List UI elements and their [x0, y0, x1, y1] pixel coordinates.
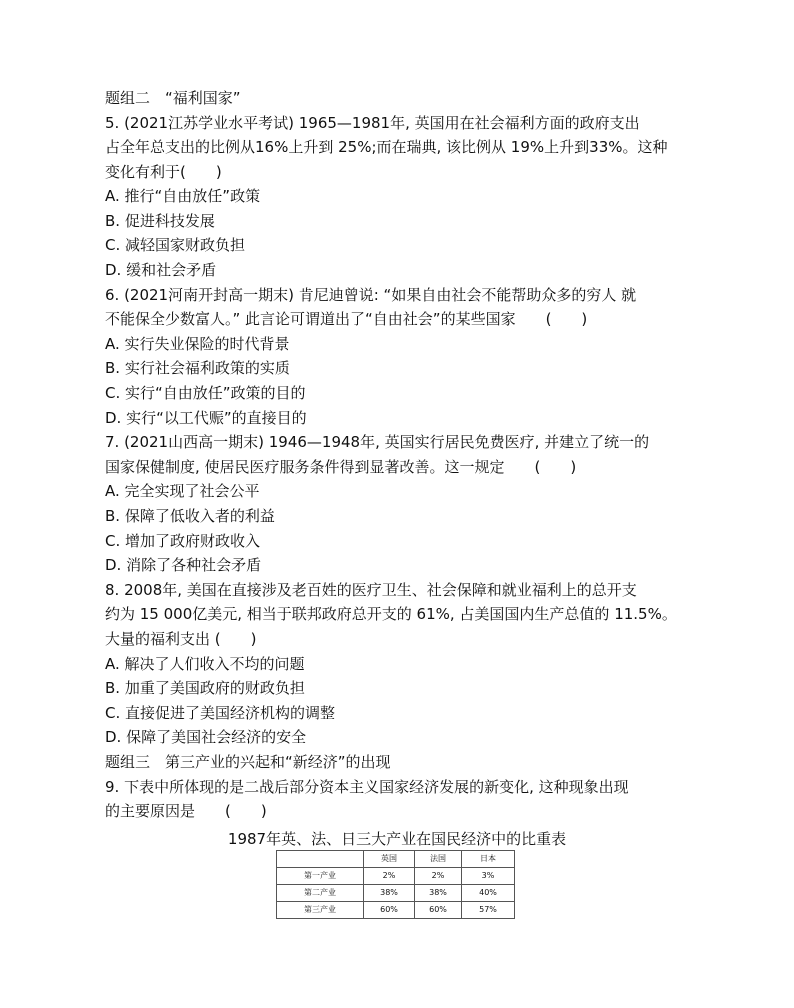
question-8-line-2: 约为 15 000亿美元, 相当于联邦政府总开支的 61%, 占美国国内生产总值的 11.5%。: [105, 605, 677, 623]
question-7-option-d: D. 消除了各种社会矛盾: [105, 556, 262, 574]
table-cell: 3%: [462, 868, 515, 885]
table-cell: 38%: [415, 885, 462, 902]
table-header-cell: 英国: [364, 851, 415, 868]
question-5-option-b: B. 促进科技发展: [105, 212, 215, 230]
question-5-line-2: 占全年总支出的比例从16%上升到 25%;而在瑞典, 该比例从 19%上升到33%。这种: [105, 138, 668, 156]
question-9-line-2: 的主要原因是 ( ): [105, 802, 267, 820]
table-header-cell: [277, 851, 364, 868]
industry-share-table: [276, 850, 515, 919]
table-header-cell: 法国: [415, 851, 462, 868]
question-6-option-b: B. 实行社会福利政策的实质: [105, 359, 290, 377]
table-cell: 60%: [364, 902, 415, 919]
question-6-option-d: D. 实行“以工代赈”的直接目的: [105, 409, 307, 427]
question-6-option-c: C. 实行“自由放任”政策的目的: [105, 384, 306, 402]
section-heading-group3: 题组三 第三产业的兴起和“新经济”的出现: [105, 753, 391, 771]
table-cell: 第三产业: [277, 902, 364, 919]
question-8-line-3: 大量的福利支出 ( ): [105, 630, 257, 648]
table-title: 1987年英、法、日三大产业在国民经济中的比重表: [227, 830, 567, 848]
table-cell: 60%: [415, 902, 462, 919]
table-cell: 57%: [462, 902, 515, 919]
table-cell: 第一产业: [277, 868, 364, 885]
table-row: [277, 902, 515, 919]
question-7-line-1: 7. (2021山西高一期末) 1946—1948年, 英国实行居民免费医疗, 并建立了统一的: [105, 433, 650, 451]
question-7-option-c: C. 增加了政府财政收入: [105, 532, 261, 550]
table-cell: 40%: [462, 885, 515, 902]
table-cell: 2%: [364, 868, 415, 885]
question-8-option-d: D. 保障了美国社会经济的安全: [105, 728, 307, 746]
question-7-option-b: B. 保障了低收入者的利益: [105, 507, 275, 525]
question-8-line-1: 8. 2008年, 美国在直接涉及老百姓的医疗卫生、社会保障和就业福利上的总开支: [105, 581, 637, 599]
question-5-option-c: C. 减轻国家财政负担: [105, 236, 246, 254]
table-cell: 2%: [415, 868, 462, 885]
question-6-line-1: 6. (2021河南开封高一期末) 肯尼迪曾说: “如果自由社会不能帮助众多的穷人 就: [105, 286, 637, 304]
question-5-option-a: A. 推行“自由放任”政策: [105, 187, 261, 205]
section-heading-group2: 题组二 “福利国家”: [105, 89, 241, 107]
table-row: [277, 868, 515, 885]
table-cell: 第二产业: [277, 885, 364, 902]
question-8-option-b: B. 加重了美国政府的财政负担: [105, 679, 305, 697]
question-9-line-1: 9. 下表中所体现的是二战后部分资本主义国家经济发展的新变化, 这种现象出现: [105, 778, 629, 796]
question-5-line-1: 5. (2021江苏学业水平考试) 1965—1981年, 英国用在社会福利方面的政府支出: [105, 114, 640, 132]
question-7-line-2: 国家保健制度, 使居民医疗服务条件得到显著改善。这一规定 ( ): [105, 458, 577, 476]
question-5-line-3: 变化有利于( ): [105, 163, 222, 181]
question-6-option-a: A. 实行失业保险的时代背景: [105, 335, 290, 353]
table-header-cell: 日本: [462, 851, 515, 868]
table-header-row: [277, 851, 515, 868]
question-6-line-2: 不能保全少数富人。” 此言论可谓道出了“自由社会”的某些国家 ( ): [105, 310, 588, 328]
question-8-option-a: A. 解决了人们收入不均的问题: [105, 655, 305, 673]
table-cell: 38%: [364, 885, 415, 902]
table-row: [277, 885, 515, 902]
question-5-option-d: D. 缓和社会矛盾: [105, 261, 217, 279]
question-8-option-c: C. 直接促进了美国经济机构的调整: [105, 704, 336, 722]
question-7-option-a: A. 完全实现了社会公平: [105, 482, 260, 500]
